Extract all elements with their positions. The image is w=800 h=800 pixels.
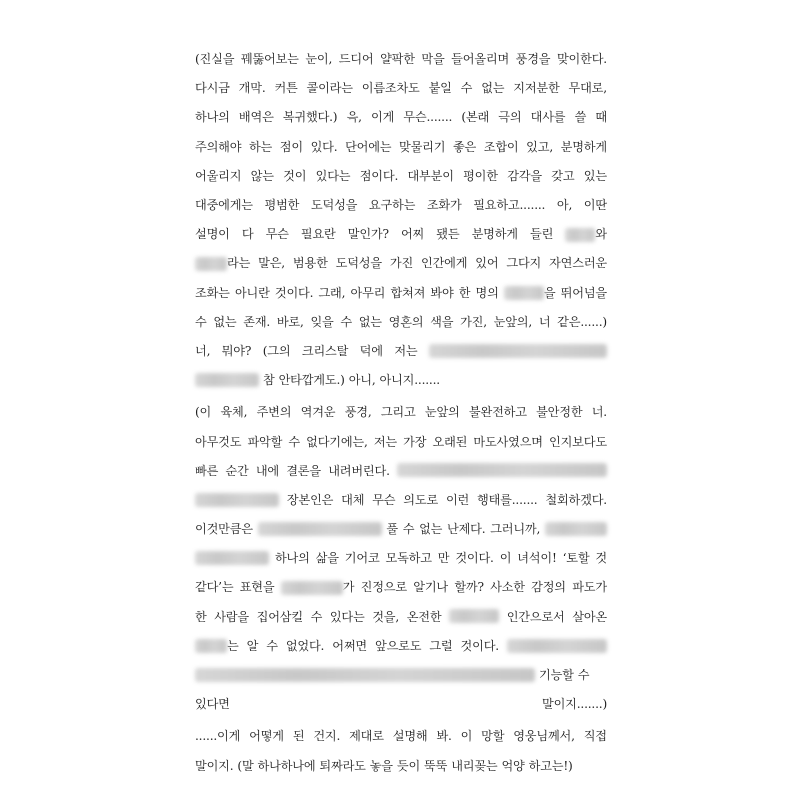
word-fragment: 가: [342, 580, 355, 595]
word: 직접: [583, 729, 607, 744]
word: 분명하게: [560, 139, 607, 154]
word: (진실을: [195, 52, 235, 67]
word: 너,: [195, 343, 211, 358]
word: 됐든: [436, 227, 460, 242]
word: [195, 667, 535, 682]
text-line: [195, 44, 607, 73]
word: 좋은: [452, 139, 477, 154]
word: 말이지.: [195, 758, 234, 773]
text-line: [195, 102, 607, 131]
word: 범용한: [292, 256, 328, 271]
word: 이것만큼은: [195, 522, 253, 537]
word: 있는: [583, 168, 607, 183]
word: 요구하는: [368, 198, 416, 213]
word: 아,: [556, 198, 573, 213]
word: 하나의: [195, 110, 230, 125]
word: 붙일: [428, 81, 452, 96]
word: [565, 225, 607, 242]
word: 크리스탈: [301, 343, 349, 358]
word: [195, 492, 279, 507]
word: 설명이: [195, 227, 230, 242]
word: 감정의: [531, 580, 566, 595]
word: 어쩌면: [332, 638, 367, 653]
word: 배역은: [238, 110, 274, 125]
word: 내려버린다.: [328, 463, 390, 478]
word: 개막.: [238, 81, 266, 96]
word: 마도사였으며: [473, 434, 543, 449]
text-line: [195, 190, 607, 219]
word: 이: [499, 551, 512, 566]
word: 때: [595, 110, 607, 125]
redacted-text: [195, 493, 279, 507]
word: 눈앞의: [424, 405, 460, 420]
word: 알기나: [413, 580, 448, 595]
word: 드디어: [338, 52, 374, 67]
word: 파도가: [572, 580, 607, 595]
word: 놓을: [369, 758, 393, 773]
redacted-text: [195, 551, 269, 565]
word: 안타깝게도.): [278, 373, 345, 388]
word: 가진,: [460, 314, 487, 329]
word: 들린: [530, 227, 554, 242]
word: 없었다.: [285, 638, 325, 653]
word: 어떻게: [249, 729, 284, 744]
word: 파악할: [247, 434, 283, 449]
word: 이게: [371, 110, 395, 125]
redacted-text: [429, 344, 607, 358]
word: 표현을: [239, 580, 275, 595]
word: [258, 521, 382, 536]
word: 대사를: [530, 110, 566, 125]
word: 다: [241, 227, 254, 242]
word: 도덕성을: [310, 198, 358, 213]
word: 내리꽂는: [451, 758, 498, 773]
text-line: [195, 543, 607, 572]
redacted-text: [195, 373, 259, 387]
word: 없다기에는,: [306, 434, 368, 449]
word: 하나의: [274, 551, 310, 566]
word: 것을,: [372, 609, 400, 624]
word: 아무리: [350, 285, 386, 300]
word: 기능할: [539, 668, 574, 683]
word: 무대로,: [568, 81, 607, 96]
word: 있다는: [329, 609, 365, 624]
word: 다시금: [195, 81, 230, 96]
word: 사람을: [214, 609, 249, 624]
word: 영웅님께서,: [513, 729, 575, 744]
word: 어울리지: [195, 168, 242, 183]
redacted-text: [195, 257, 227, 271]
word: 앞으로도: [375, 638, 422, 653]
word: 너: [538, 314, 551, 329]
word: 주의해야: [195, 139, 242, 154]
text-line: [195, 751, 607, 780]
word: 막을: [421, 52, 445, 67]
word: 저는: [373, 434, 397, 449]
word-fragment: 라는: [227, 256, 251, 271]
word: 가진: [389, 256, 414, 271]
word: 갖고: [551, 168, 575, 183]
word: 된: [292, 729, 305, 744]
document-page: [195, 44, 607, 783]
word: 의도로: [403, 492, 439, 507]
word: 있어: [475, 256, 499, 271]
word: 분명하게: [471, 227, 518, 242]
word: 그리고: [380, 405, 416, 420]
word: 조화는: [195, 285, 230, 300]
word: 역겨운: [300, 405, 336, 420]
text-line: [195, 336, 607, 365]
word: 같다’는: [195, 580, 234, 595]
word: 잊을: [310, 314, 334, 329]
redacted-text: [195, 668, 535, 682]
word: 억양: [501, 758, 525, 773]
text-line: [195, 689, 607, 718]
text-line: [195, 572, 607, 601]
word: 할까?: [454, 580, 484, 595]
word: 결론을: [286, 463, 321, 478]
word: 점이: [279, 139, 303, 154]
word: 진정으로: [360, 580, 407, 595]
word: [195, 551, 269, 566]
redacted-text: [281, 581, 343, 595]
word: 눈앞의,: [493, 314, 533, 329]
word: 만: [437, 551, 450, 566]
word: 존재.: [243, 314, 271, 329]
word: 영혼의: [388, 314, 424, 329]
word: 뛰어넘을: [560, 285, 607, 300]
text-line: [195, 365, 607, 394]
text-line: [195, 307, 607, 336]
word: 망할: [481, 729, 505, 744]
word: 아니지.......: [379, 373, 440, 388]
word: 녀석이!: [517, 551, 557, 566]
paragraph: [195, 397, 607, 718]
word: 행태를.......: [477, 492, 538, 507]
word: 저는: [394, 343, 418, 358]
word: 뚝뚝: [424, 758, 448, 773]
word: 모독하고: [385, 551, 432, 566]
word: 극의: [498, 110, 522, 125]
word: (이: [195, 405, 212, 420]
word: 참: [263, 373, 275, 388]
word: 풍경을: [515, 52, 551, 67]
word: 있다는: [315, 168, 351, 183]
text-line: [195, 602, 607, 631]
text-line: [195, 161, 607, 190]
word: 수: [340, 314, 352, 329]
word: 아무것도: [195, 434, 242, 449]
text-line: [195, 278, 607, 307]
word: ‘토할: [562, 551, 590, 566]
word: 복귀했다.): [282, 110, 338, 125]
word: 하나하나에: [257, 758, 316, 773]
text-line: [195, 219, 607, 248]
word: [429, 343, 607, 358]
word: 말인가?: [347, 227, 389, 242]
word: 있다.: [310, 139, 338, 154]
word: 그래,: [318, 285, 346, 300]
word: 명의: [475, 285, 499, 300]
word: 얄팍한: [380, 52, 415, 67]
word: [195, 637, 239, 654]
word: 무슨.......: [403, 110, 453, 125]
text-line: [195, 397, 607, 426]
word: 수: [288, 434, 300, 449]
text-line: [195, 73, 607, 102]
word: 하고는!): [528, 758, 573, 773]
word: [195, 254, 250, 271]
word: 무슨: [372, 492, 396, 507]
text-line: [195, 721, 607, 750]
word: 육체,: [220, 405, 248, 420]
word: ......이게: [195, 729, 241, 744]
word: 꿰뚫어보는: [240, 52, 299, 67]
word: 있다면: [195, 697, 230, 712]
word: 풀: [386, 522, 398, 537]
word: 단어에는: [345, 139, 392, 154]
word: [507, 638, 607, 653]
word: 집어삼킬: [256, 609, 303, 624]
word: 설명해: [392, 729, 428, 744]
word: 그럴: [429, 638, 453, 653]
word: [195, 372, 259, 387]
word: 너.: [591, 405, 607, 420]
word: [281, 578, 355, 595]
redacted-text: [545, 522, 607, 536]
text-line: [195, 426, 607, 455]
word: 지저분한: [513, 81, 560, 96]
word: 맞물리기: [399, 139, 446, 154]
word: 들어올리며: [451, 52, 510, 67]
word: 인지보다도: [549, 434, 607, 449]
word: 봐야: [430, 285, 454, 300]
text-line: [195, 132, 607, 161]
word: 순간: [225, 463, 249, 478]
word: 살아온: [572, 609, 607, 624]
word: 오래된: [432, 434, 468, 449]
paragraph: [195, 44, 607, 394]
word: 것이다.: [460, 638, 499, 653]
word: 없는: [481, 81, 505, 96]
word: 봐.: [436, 729, 452, 744]
word: 같은......): [557, 314, 607, 329]
word: 도덕성을: [335, 256, 382, 271]
text-line: [195, 485, 607, 514]
redacted-text: [195, 639, 227, 653]
word: 평범한: [264, 198, 300, 213]
word: 없는: [419, 522, 443, 537]
word: 없는: [213, 314, 237, 329]
word: 필요란: [300, 227, 336, 242]
word: 주변의: [256, 405, 292, 420]
text-line: [195, 456, 607, 485]
word: 퇴짜라도: [319, 758, 366, 773]
word: 내에: [255, 463, 279, 478]
word: 수: [577, 668, 590, 683]
word: 한: [195, 609, 207, 624]
word-fragment: 와: [595, 227, 607, 242]
word: 한: [458, 285, 471, 300]
word: 덕에: [359, 343, 383, 358]
word: 합쳐져: [390, 285, 426, 300]
redacted-text: [565, 228, 595, 242]
word: [504, 284, 556, 301]
word: 평이한: [463, 168, 498, 183]
word: 인간으로서: [506, 609, 565, 624]
word: 대중에게는: [195, 198, 253, 213]
word-fragment: 는: [227, 638, 239, 653]
word: 아니,: [348, 373, 376, 388]
word: 윽,: [346, 110, 362, 125]
word: 알: [246, 638, 259, 653]
word: 색을: [430, 314, 454, 329]
word: 수: [266, 638, 278, 653]
word: 말은,: [258, 256, 285, 271]
redacted-text: [397, 463, 607, 477]
word: 것이: [283, 168, 307, 183]
redacted-text: [507, 639, 607, 653]
word: [449, 609, 499, 624]
word: 조화가: [426, 198, 462, 213]
word: 온전한: [406, 609, 442, 624]
word: 점이다.: [359, 168, 399, 183]
word: 인간에게: [421, 256, 468, 271]
word: 난제다.: [447, 522, 486, 537]
word: 불안정한: [536, 405, 583, 420]
word: 수: [195, 314, 207, 329]
text-line: [195, 660, 607, 689]
word: 수: [310, 609, 323, 624]
word: 않는: [250, 168, 274, 183]
word: 것이다.: [274, 285, 314, 300]
word: 이런: [445, 492, 470, 507]
redacted-text: [258, 522, 382, 536]
word: 그다지: [506, 256, 542, 271]
word: (말: [237, 758, 254, 773]
word: 삶을: [315, 551, 339, 566]
word: 수: [402, 522, 415, 537]
word: 것: [595, 551, 607, 566]
word: 제대로: [349, 729, 384, 744]
word: 눈이,: [305, 52, 333, 67]
word: 대체: [341, 492, 365, 507]
word: 말이지.......): [542, 697, 607, 712]
word: 듯이: [396, 758, 421, 773]
word: 아니란: [234, 285, 270, 300]
word: 풍경,: [344, 405, 372, 420]
word: 이: [460, 729, 473, 744]
word: 콜이라는: [306, 81, 353, 96]
word: 것이다.: [455, 551, 494, 566]
word: 바로,: [276, 314, 304, 329]
redacted-text: [504, 286, 544, 300]
word: 맞이한다.: [556, 52, 607, 67]
word-fragment: 을: [543, 285, 556, 300]
word: 그러니까,: [490, 522, 541, 537]
word: 이딴: [583, 198, 607, 213]
word: 빠른: [195, 463, 219, 478]
word: 조합이: [483, 139, 519, 154]
word: [397, 463, 607, 478]
word: 가장: [403, 434, 427, 449]
word: 쓸: [574, 110, 587, 125]
word: 불완전하고: [468, 405, 527, 420]
word: 철회하겠다.: [545, 492, 607, 507]
word: 있고,: [526, 139, 553, 154]
word: 기어코: [344, 551, 380, 566]
redacted-text: [449, 609, 499, 623]
word: (본래: [461, 110, 490, 125]
word: 필요하고.......: [473, 198, 546, 213]
text-line: [195, 248, 607, 277]
word: 자연스러운: [549, 256, 607, 271]
word: 어찌: [400, 227, 425, 242]
text-line: [195, 631, 607, 660]
word: 감각을: [507, 168, 542, 183]
word: 이름조차도: [361, 81, 420, 96]
word: 무슨: [265, 227, 289, 242]
paragraph: [195, 721, 607, 779]
word: 없는: [358, 314, 382, 329]
word: 대부분이: [407, 168, 454, 183]
word: 커튼: [274, 81, 298, 96]
word: 수: [460, 81, 473, 96]
word: 사소한: [490, 580, 525, 595]
word: 건지.: [313, 729, 341, 744]
word: 장본인은: [286, 492, 334, 507]
word: (그의: [262, 343, 291, 358]
word: 뭐야?: [221, 343, 252, 358]
word: [545, 521, 607, 536]
text-line: [195, 514, 607, 543]
word: 하는: [248, 139, 273, 154]
